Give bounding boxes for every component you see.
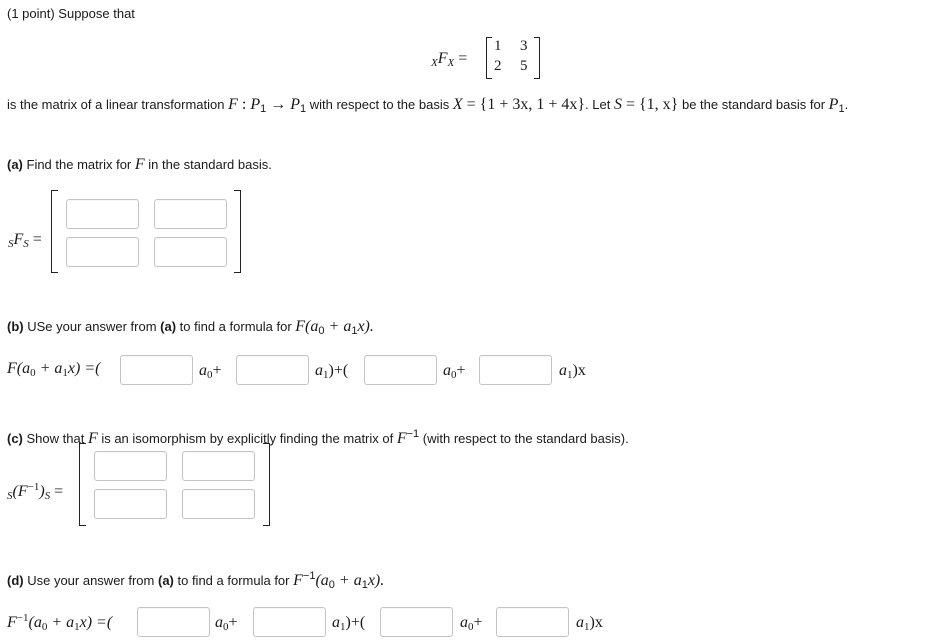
part-d-a0-term-2: $a_0+$ <box>460 614 483 633</box>
given-cell-22: 5 <box>520 58 528 74</box>
answer-b-2[interactable] <box>236 355 309 385</box>
part-a-bracket-left <box>51 190 58 273</box>
answer-a-22[interactable] <box>154 237 227 267</box>
answer-c-21[interactable] <box>94 489 167 519</box>
part-d-a1-term: $a_1)+$( <box>332 614 366 633</box>
answer-a-11[interactable] <box>66 199 139 229</box>
answer-d-3[interactable] <box>380 607 453 637</box>
answer-d-1[interactable] <box>137 607 210 637</box>
answer-c-12[interactable] <box>182 451 255 481</box>
part-b-equation-lhs: $F(a_0 + a_1x)$ =( <box>7 360 101 379</box>
part-d-prompt: (d) Use your answer from (a) to find a formula for $F^{-1}(a_0 + a_1x)$. <box>7 570 385 591</box>
part-b-prompt: (b) USe your answer from (a) to find a formula for $F(a_0 + a_1x)$. <box>7 318 374 337</box>
given-matrix-label: XFX = <box>431 50 468 69</box>
given-cell-11: 1 <box>494 38 502 54</box>
part-b-a1-term: $a_1)+$( <box>315 362 349 381</box>
part-b-a0-term: $a_0+$ <box>199 362 222 381</box>
part-a-matrix-label: SFS = <box>8 231 42 250</box>
given-cell-21: 2 <box>494 58 502 74</box>
answer-d-2[interactable] <box>253 607 326 637</box>
part-c-bracket-left <box>79 443 86 526</box>
answer-b-1[interactable] <box>120 355 193 385</box>
answer-c-11[interactable] <box>94 451 167 481</box>
part-b-a0-term-2: $a_0+$ <box>443 362 466 381</box>
answer-d-4[interactable] <box>496 607 569 637</box>
part-d-a0-term: $a_0+$ <box>215 614 238 633</box>
answer-a-12[interactable] <box>154 199 227 229</box>
part-c-matrix-label: $S(F^{-1})S$ = <box>7 481 64 502</box>
intro-sentence: is the matrix of a linear transformation F : $P_1 \to P_1$ with respect to the basis X = {1 + 3x, 1 + 4x}. Let S = {1, x} be the standard basis for $P_1$. <box>7 96 849 115</box>
answer-a-21[interactable] <box>66 237 139 267</box>
part-a-bracket-right <box>234 190 241 273</box>
answer-c-22[interactable] <box>182 489 255 519</box>
part-d-a1x-term: $a_1)x$ <box>576 614 603 633</box>
answer-b-4[interactable] <box>479 355 552 385</box>
given-cell-12: 3 <box>520 38 528 54</box>
part-d-equation-lhs: $F^{-1}(a_0 + a_1x)$ =( <box>7 612 113 633</box>
part-a-prompt: (a) Find the matrix for F in the standard basis. <box>7 156 272 173</box>
problem-header: (1 point) Suppose that <box>7 6 135 21</box>
part-c-bracket-right <box>263 443 270 526</box>
part-c-prompt: (c) Show that F is an isomorphism by explicitly finding the matrix of $F^{-1}$ (with respect to the standard basis). <box>7 428 629 447</box>
answer-b-3[interactable] <box>364 355 437 385</box>
part-b-a1x-term: $a_1)x$ <box>559 362 586 381</box>
